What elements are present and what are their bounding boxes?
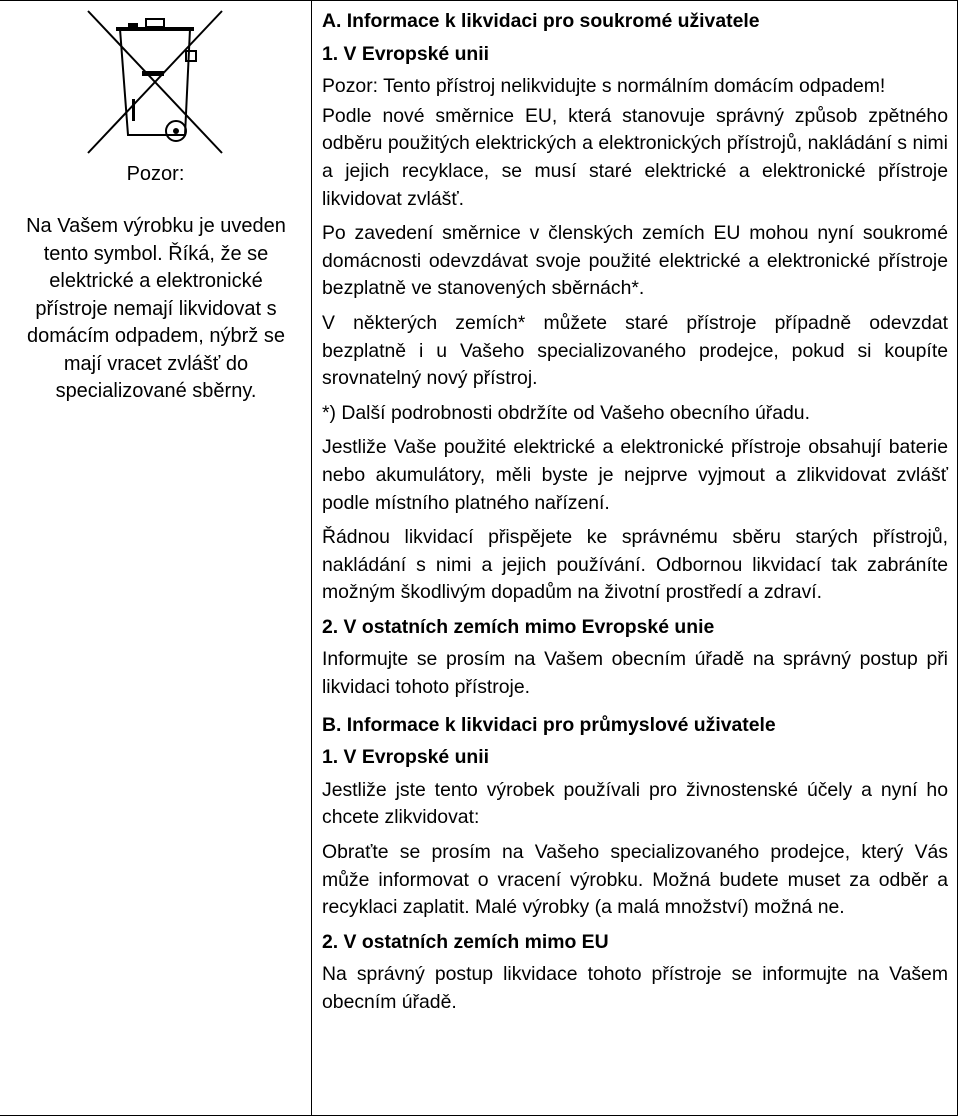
paragraph: V některých zemích* můžete staré přístroje případně odevzdat bezplatně i u Vašeho specializovaného prodejce, pokud si koupíte srovnatelný nový přístroj. (322, 311, 948, 390)
paragraph: Řádnou likvidací přispějete ke správnému sběru starých přístrojů, nakládání s nimi a jejich používání. Odbornou likvidací tak zabráníte možným škodlivým dopadům na životní prostředí a zdraví. (322, 526, 948, 604)
paragraph: Podle nové směrnice EU, která stanovuje správný způsob zpětného odběru použitých elektrických a elektronických přístrojů, nakládání s nimi a jejich recyklace, se musí staré elektrické a elektronické přístroje likvidovat zvlášť. (322, 104, 948, 210)
warning-text: Na Vašem výrobku je uveden tento symbol. Říká, že se elektrické a elektronické přístroje nemají likvidovat s domácím odpadem, nýbrž se mají vracet zvlášť do specializované sběrny. (26, 215, 286, 402)
section-b-title: B. Informace k likvidaci pro průmyslové uživatele (322, 713, 776, 736)
section-a-eu-heading: 1. V Evropské unii (322, 42, 490, 65)
crossed-out-wheelie-bin-icon (80, 7, 230, 157)
paragraph: Po zavedení směrnice v členských zemích EU mohou nyní soukromé domácnosti odevzdávat svoje použité elektrické a elektronické přístroje bezplatně ve stanovených sběrnách*. (322, 222, 948, 300)
section-b-eu-heading: 1. V Evropské unii (322, 746, 490, 769)
section-b-other-heading: 2. V ostatních zemích mimo EU (322, 930, 609, 953)
section-a-other-heading: 2. V ostatních zemích mimo Evropské unie (322, 615, 715, 638)
paragraph: Jestliže Vaše použité elektrické a elektronické přístroje obsahují baterie nebo akumulátory, měli byste je nejprve vyjmout a zlikvidovat zvlášť podle místního platného nařízení. (322, 436, 948, 514)
paragraph: Na správný postup likvidace tohoto přístroje se informujte na Vašem obecním úřadě. (322, 963, 948, 1013)
column-divider (311, 1, 312, 1115)
warning-title: Pozor: (126, 163, 185, 185)
paragraph: Jestliže jste tento výrobek používali pro živnostenské účely a nyní ho chcete zlikvidovat: (322, 778, 948, 829)
footnote: *) Další podrobnosti obdržíte od Vašeho obecního úřadu. (322, 401, 810, 424)
main-content (322, 8, 948, 1024)
paragraph: Pozor: Tento přístroj nelikvidujte s normálním domácím odpadem! (322, 75, 886, 98)
paragraph: Informujte se prosím na Vašem obecním úřadě na správný postup při likvidaci tohoto přístroje. (322, 648, 948, 699)
section-a-title: A. Informace k likvidaci pro soukromé uživatele (322, 10, 760, 32)
paragraph: Obraťte se prosím na Vašeho specializovaného prodejce, který Vás může informovat o vracení výrobku. Možná budete muset za odběr a recyklaci zaplatit. Malé výrobky (a malá množství) možná ne. (322, 841, 948, 919)
